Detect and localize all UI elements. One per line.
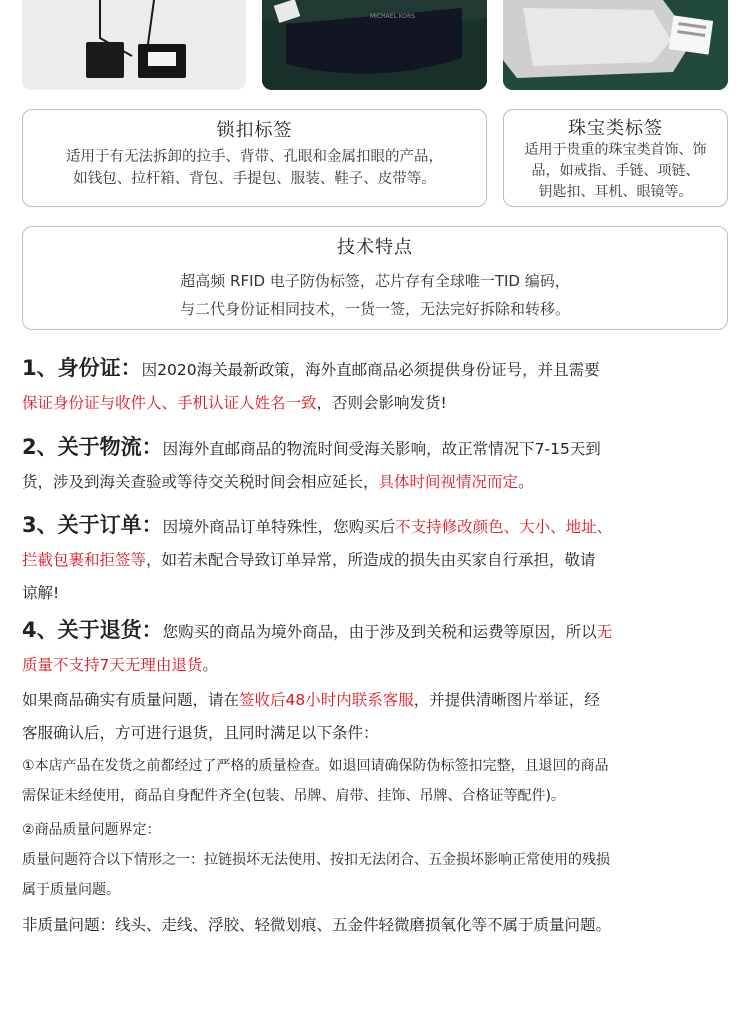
condition-2-line-1: ②商品质量问题界定：	[22, 822, 161, 838]
tech-features-title: 技术特点	[337, 237, 413, 258]
returns-heading: 4、关于退货	[22, 618, 142, 642]
quality-text-3: 客服确认后，方可进行退货，且同时满足以下条件：	[22, 724, 379, 742]
id-red-text: 保证身份证与收件人、手机认证人姓名一致	[22, 394, 317, 412]
quality-line-2	[22, 717, 734, 750]
quality-line-1	[22, 684, 734, 717]
logistics-line-1	[22, 431, 734, 466]
bag-illustration	[262, 0, 487, 90]
returns-line-2	[22, 649, 734, 682]
non-quality-paragraph	[22, 909, 734, 942]
lock-tag-title: 锁扣标签	[216, 120, 293, 141]
order-line-3	[22, 577, 734, 610]
order-line-2	[22, 544, 734, 577]
order-text-1: 因境外商品订单特殊性，您购买后	[162, 518, 396, 536]
condition-2-line-2: 质量问题符合以下情形之一：拉链损坏无法使用、按扣无法闭合、五金损坏影响正常使用的残损	[22, 852, 610, 868]
order-line-1	[22, 509, 734, 544]
quality-text-1: 如果商品确实有质量问题，请在	[22, 691, 240, 709]
returns-text-1: 您购买的商品为境外商品，由于涉及到关税和运费等原因，所以	[162, 623, 597, 641]
logistics-text-1: 因海外直邮商品的物流时间受海关影响，故正常情况下7-15天到	[162, 440, 601, 458]
lock-tag-card	[22, 109, 487, 207]
quality-paragraph	[22, 684, 734, 750]
order-section	[22, 509, 734, 610]
tech-features-line-1: 超高频 RFID 电子防伪标签，芯片存有全球唯一TID 编码，	[180, 272, 570, 290]
logistics-colon: ：	[141, 435, 163, 459]
lock-tag-line-1: 适用于有无法拆卸的拉手、背带、孔眼和金属扣眼的产品，	[66, 149, 443, 165]
quality-red-text: 签收后48小时内联系客服	[239, 691, 414, 709]
order-red-text-2: 拦截包裹和拒签等	[22, 551, 147, 569]
returns-red-text-2: 质量不支持7天无理由退货	[22, 656, 203, 674]
id-section	[22, 352, 734, 420]
id-text-1: 因2020海关最新政策，海外直邮商品必须提供身份证号，并且需要	[141, 361, 600, 379]
order-colon: ：	[141, 513, 163, 537]
logistics-text-3: 。	[518, 473, 534, 491]
bag-tag-photo	[262, 0, 487, 90]
order-text-2: ，如若未配合导致订单异常，所造成的损失由买家自行承担，敬请	[146, 551, 596, 569]
jewelry-tag-card	[503, 109, 728, 207]
lock-tag-photo	[22, 0, 246, 90]
returns-text-2: 。	[202, 656, 218, 674]
bag-brand-text: MICHAEL KORS	[370, 13, 416, 20]
id-line-2	[22, 387, 734, 420]
jewelry-tag-line-1: 适用于贵重的珠宝类首饰、饰	[524, 142, 707, 158]
lock-tag-illustration	[22, 0, 246, 90]
returns-red-text-1: 无	[596, 623, 613, 641]
condition-1-line-2: 需保证未经使用，商品自身配件齐全(包装、吊牌、肩带、挂饰、吊牌、合格证等配件)。	[22, 788, 565, 804]
id-line-1	[22, 352, 734, 387]
order-heading: 3、关于订单	[22, 513, 142, 537]
returns-line-1	[22, 614, 734, 649]
logistics-line-2	[22, 466, 734, 499]
lock-tag-line-2: 如钱包、拉杆箱、背包、手提包、服装、鞋子、皮带等。	[73, 171, 436, 187]
id-heading: 1、身份证	[22, 356, 121, 380]
logistics-text-2: 货，涉及到海关查验或等待交关税时间会相应延长，	[22, 473, 379, 491]
package-illustration	[503, 0, 728, 90]
quality-text-2: ，并提供清晰图片举证，经	[413, 691, 600, 709]
condition-1	[22, 751, 734, 811]
jewelry-tag-line-3: 钥匙扣、耳机、眼镜等。	[538, 184, 693, 200]
id-text-2: ，否则会影响发货!	[316, 394, 447, 412]
id-colon: ：	[120, 356, 142, 380]
tech-features-card	[22, 226, 728, 330]
logistics-red-text: 具体时间视情况而定	[378, 473, 519, 491]
tech-features-line-2: 与二代身份证相同技术，一货一签，无法完好拆除和转移。	[179, 300, 570, 318]
logistics-section	[22, 431, 734, 499]
returns-section	[22, 614, 734, 682]
returns-colon: ：	[141, 618, 163, 642]
condition-2	[22, 815, 734, 905]
non-quality-line: 非质量问题：线头、走线、浮胶、轻微划痕、五金件轻微磨损氧化等不属于质量问题。	[22, 916, 612, 934]
jewelry-tag-line-2: 品，如戒指、手链、项链、	[531, 163, 700, 179]
package-tag-photo	[503, 0, 728, 90]
jewelry-tag-title: 珠宝类标签	[568, 118, 663, 139]
order-red-text-1: 不支持修改颜色、大小、地址、	[395, 518, 613, 536]
condition-1-line-1: ①本店产品在发货之前都经过了严格的质量检查。如退回请确保防伪标签扣完整，且退回的商品	[22, 758, 609, 774]
logistics-heading: 2、关于物流	[22, 435, 142, 459]
condition-2-line-3: 属于质量问题。	[22, 882, 120, 898]
order-text-3: 谅解!	[22, 584, 60, 602]
